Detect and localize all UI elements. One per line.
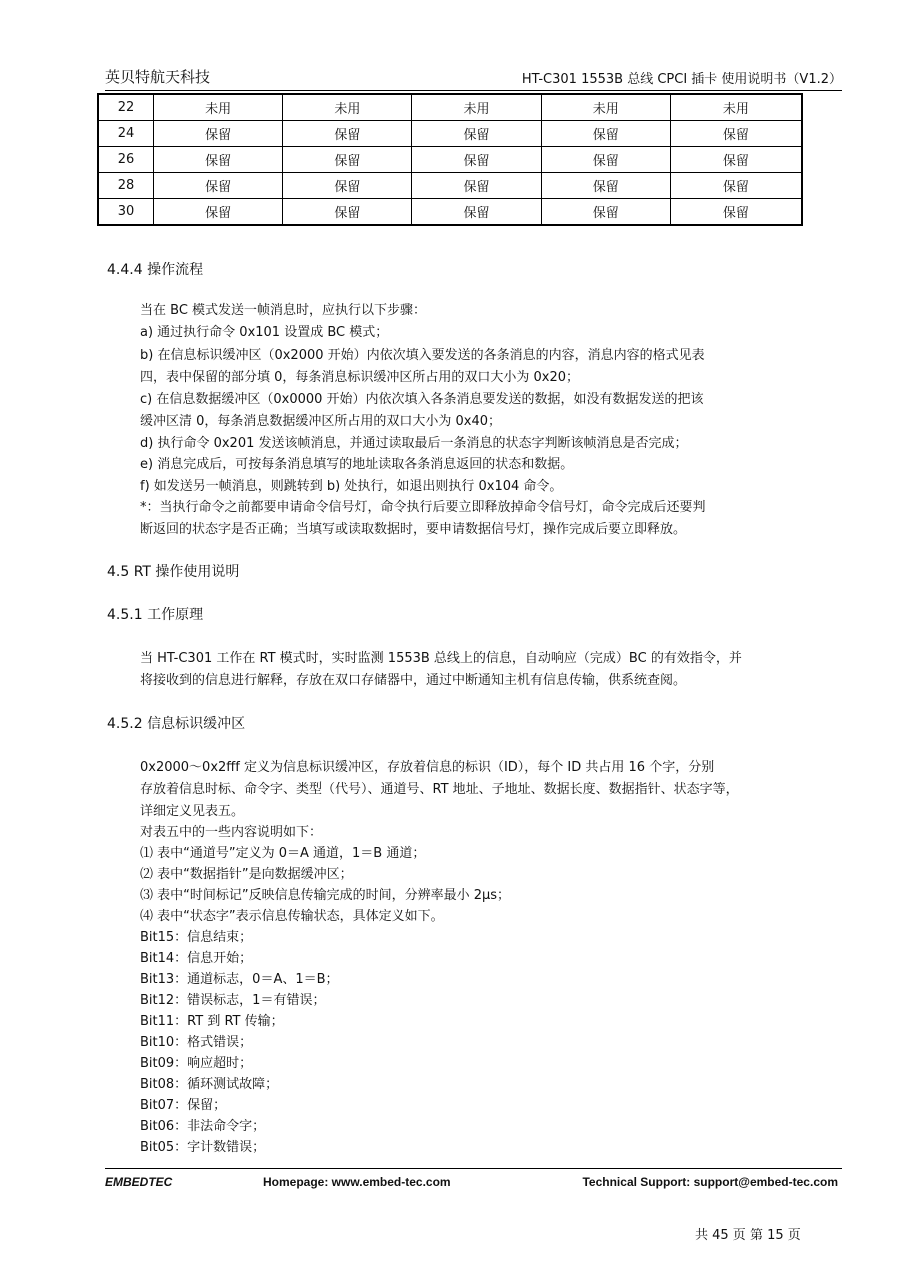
bit-definition: Bit15：信息结束； [140,930,253,945]
table-cell: 保留 [670,199,802,226]
paragraph-line: 当在 BC 模式发送一帧消息时，应执行以下步骤： [140,303,427,318]
footer-brand: EMBEDTEC [105,1175,173,1189]
note-line: 断返回的状态字是否正确；当填写或读取数据时，要申请数据信号灯，操作完成后要立即释放。 [140,522,687,537]
paragraph-line: 对表五中的一些内容说明如下： [140,825,323,840]
paragraph-line: 详细定义见表五。 [140,804,245,819]
bit-definition: Bit11：RT 到 RT 传输； [140,1014,284,1029]
table-cell: 26 [98,147,154,173]
bit-definition: Bit08：循环测试故障； [140,1077,279,1092]
table-row [98,94,802,121]
table-cell: 未用 [283,94,412,121]
table-cell: 24 [98,121,154,147]
list-item: b) 在信息标识缓冲区（0x2000 开始）内依次填入要发送的各条消息的内容，消息内容的格式见表 [140,348,705,363]
page-number: 共 45 页 第 15 页 [695,1228,801,1243]
table-cell: 28 [98,173,154,199]
list-item: f) 如发送另一帧消息，则跳转到 b) 处执行，如退出则执行 0x104 命令。 [140,479,563,494]
paragraph-line: 存放着信息时标、命令字、类型（代号）、通道号、RT 地址、子地址、数据长度、数据指针、状态字等， [140,782,739,797]
table-cell: 未用 [670,94,802,121]
paragraph-line: 缓冲区清 0，每条消息数据缓冲区所占用的双口大小为 0x40； [140,414,502,429]
bit-definition: Bit10：格式错误； [140,1035,253,1050]
section-heading: 4.5.1 工作原理 [107,607,204,623]
list-item: ⑶ 表中“时间标记”反映信息传输完成的时间，分辨率最小 2μs； [140,888,511,903]
list-item: ⑵ 表中“数据指针”是向数据缓冲区； [140,867,353,882]
table-row [98,147,802,173]
list-item: ⑷ 表中“状态字”表示信息传输状态，具体定义如下。 [140,909,444,924]
list-item: e) 消息完成后，可按每条消息填写的地址读取各条消息返回的状态和数据。 [140,457,574,472]
note-line: *：当执行命令之前都要申请命令信号灯，命令执行后要立即释放掉命令信号灯，命令完成后还要判 [140,500,706,515]
footer-homepage: Homepage: www.embed-tec.com [263,1175,451,1189]
list-item: a) 通过执行命令 0x101 设置成 BC 模式； [140,325,389,340]
table-cell: 保留 [541,173,670,199]
list-item: c) 在信息数据缓冲区（0x0000 开始）内依次填入各条消息要发送的数据，如没有数据发送的把该 [140,392,704,407]
table-cell: 保留 [154,147,283,173]
table-cell: 保留 [541,147,670,173]
footer-support: Technical Support: support@embed-tec.com [582,1175,838,1189]
list-item: ⑴ 表中“通道号”定义为 0＝A 通道，1＝B 通道； [140,846,426,861]
table-cell: 保留 [412,199,541,226]
table-row [98,199,802,226]
document-title: HT-C301 1553B 总线 CPCI 插卡 使用说明书（V1.2） [521,72,842,87]
table-row [98,173,802,199]
paragraph-line: 四，表中保留的部分填 0，每条消息标识缓冲区所占用的双口大小为 0x20； [140,370,580,385]
table-cell: 保留 [541,121,670,147]
table-cell: 未用 [412,94,541,121]
section-heading: 4.5 RT 操作使用说明 [107,564,240,580]
bit-definition: Bit06：非法命令字； [140,1119,266,1134]
table-cell: 30 [98,199,154,226]
table-cell: 未用 [154,94,283,121]
table-cell: 保留 [154,121,283,147]
table-cell: 保留 [283,173,412,199]
paragraph-line: 将接收到的信息进行解释，存放在双口存储器中，通过中断通知主机有信息传输，供系统查阅。 [140,673,687,688]
bit-definition: Bit13：通道标志，0＝A、1＝B； [140,972,339,987]
table-cell: 未用 [541,94,670,121]
page-header [105,66,842,91]
paragraph-line: 当 HT-C301 工作在 RT 模式时，实时监测 1553B 总线上的信息，自动响应（完成）BC 的有效指令，并 [140,651,742,666]
table-cell: 保留 [412,173,541,199]
table-cell: 保留 [670,173,802,199]
bit-definition: Bit05：字计数错误； [140,1140,266,1155]
paragraph-line: 0x2000～0x2fff 定义为信息标识缓冲区，存放着信息的标识（ID），每个 ID 共占用 16 个字，分别 [140,760,715,775]
table-cell: 保留 [283,199,412,226]
page-footer [105,1168,842,1189]
bit-definition: Bit14：信息开始； [140,951,253,966]
company-name: 英贝特航天科技 [105,68,211,86]
section-heading: 4.4.4 操作流程 [107,262,204,278]
table-cell: 保留 [541,199,670,226]
bit-definition: Bit12：错误标志，1＝有错误； [140,993,326,1008]
bit-definition: Bit09：响应超时； [140,1056,253,1071]
table-cell: 保留 [670,147,802,173]
table-cell: 保留 [670,121,802,147]
section-heading: 4.5.2 信息标识缓冲区 [107,716,246,732]
table-cell: 保留 [283,121,412,147]
table-cell: 保留 [412,147,541,173]
list-item: d) 执行命令 0x201 发送该帧消息，并通过读取最后一条消息的状态字判断该帧消息是否完成； [140,436,688,451]
table-cell: 22 [98,94,154,121]
table-cell: 保留 [154,199,283,226]
table-cell: 保留 [283,147,412,173]
bit-definition: Bit07：保留； [140,1098,227,1113]
table-cell: 保留 [412,121,541,147]
table-row [98,121,802,147]
table-cell: 保留 [154,173,283,199]
register-table [97,93,803,226]
